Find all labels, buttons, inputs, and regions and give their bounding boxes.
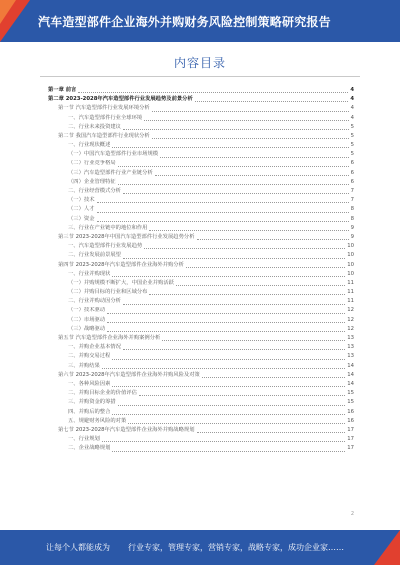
toc-entry[interactable]: [48, 398, 354, 407]
toc-entry[interactable]: [48, 408, 354, 417]
toc-entry[interactable]: [48, 380, 354, 389]
toc-entry-page: 6: [350, 169, 354, 176]
toc-entry-title: 二、企业战略规划: [68, 445, 111, 452]
footer-accent-shape: [374, 530, 400, 565]
toc-entry-title: 第五节 汽车造型部件企业海外并购案例分析: [58, 335, 161, 342]
toc-entry-page: 10: [347, 243, 354, 250]
header-accent-shape-light: [0, 0, 16, 24]
toc-leader-dots: [162, 339, 345, 341]
toc-entry-title: （一）并购规模不断扩大，中国企业并购活跃: [68, 279, 174, 286]
toc-entry-title: 一、汽车造型部件行业发展趋势: [68, 243, 143, 250]
toc-leader-dots: [102, 367, 345, 369]
toc-entry-title: 五、规避财务风险的对策: [68, 417, 127, 424]
toc-entry[interactable]: [48, 352, 354, 361]
toc-entry-title: 第一节 汽车造型部件行业发展环境分析: [58, 105, 150, 112]
toc-entry-page: 4: [350, 96, 354, 103]
toc-entry-page: 5: [350, 132, 354, 139]
toc-entry[interactable]: [48, 270, 354, 279]
toc-entry[interactable]: [48, 343, 354, 352]
toc-leader-dots: [112, 413, 345, 415]
toc-entry-title: （二）并购目标的行业和区域分布: [68, 289, 148, 296]
toc-entry-page: 12: [347, 316, 354, 323]
toc-entry-page: 10: [347, 252, 354, 259]
toc-leader-dots: [123, 303, 345, 305]
footer-tagline: 行业专家，管理专家，营销专家，战略专家，成功企业家……: [128, 543, 344, 552]
toc-entry[interactable]: [48, 242, 354, 251]
toc-entry-page: 11: [347, 298, 354, 305]
toc-leader-dots: [118, 404, 346, 406]
toc-entry-title: 三、并购资金的筹措: [68, 399, 116, 406]
toc-entry-page: 4: [350, 114, 354, 121]
toc-entry[interactable]: [48, 362, 354, 371]
toc-entry[interactable]: [48, 288, 354, 297]
toc-leader-dots: [149, 229, 348, 231]
toc-leader-dots: [149, 293, 345, 295]
toc-entry-page: 8: [350, 206, 354, 213]
toc-leader-dots: [107, 312, 345, 314]
toc-entry[interactable]: [48, 187, 354, 196]
toc-leader-dots: [144, 119, 348, 121]
toc-entry-page: 11: [347, 289, 354, 296]
toc-entry-title: 二、行业并购动因分析: [68, 298, 121, 305]
toc-entry-title: （一）技术: [68, 197, 95, 204]
toc-entry-page: 17: [347, 436, 354, 443]
toc-entry-page: 4: [350, 105, 354, 112]
toc-entry[interactable]: [48, 297, 354, 306]
toc-entry[interactable]: [48, 178, 354, 187]
toc-entry-title: （四）企业管理特征: [68, 178, 116, 185]
footer-banner: [0, 530, 400, 565]
toc-entry[interactable]: [48, 160, 354, 169]
toc-entry-page: 7: [350, 188, 354, 195]
toc-leader-dots: [197, 238, 349, 240]
toc-entry-page: 15: [347, 399, 354, 406]
toc-leader-dots: [112, 275, 345, 277]
toc-leader-dots: [197, 431, 346, 433]
toc-entry-title: （一）技术驱动: [68, 307, 106, 314]
toc-leader-dots: [202, 376, 345, 378]
toc-entry[interactable]: [48, 371, 354, 380]
toc-entry[interactable]: [48, 444, 354, 453]
toc-leader-dots: [160, 156, 349, 158]
toc-leader-dots: [112, 146, 348, 148]
toc-entry[interactable]: [48, 233, 354, 242]
toc-entry-page: 6: [350, 160, 354, 167]
toc-entry[interactable]: [48, 316, 354, 325]
toc-entry[interactable]: [48, 279, 354, 288]
toc-entry[interactable]: [48, 123, 354, 132]
toc-entry[interactable]: [48, 224, 354, 233]
report-title: 汽车造型部件企业海外并购财务风险控制策略研究报告: [38, 15, 331, 29]
toc-entry-page: 17: [347, 426, 354, 433]
toc-entry-title: （三）资金: [68, 215, 95, 222]
toc-leader-dots: [107, 330, 345, 332]
toc-entry[interactable]: [48, 95, 354, 104]
toc-entry-title: 一、各种风险因素: [68, 380, 111, 387]
toc-entry-title: （二）行业竞争格局: [68, 160, 116, 167]
toc-entry-page: 17: [347, 445, 354, 452]
toc-entry-title: 二、并购交易过程: [68, 353, 111, 360]
toc-entry-title: 一、并购企业基本情况: [68, 344, 121, 351]
toc-leader-dots: [118, 165, 349, 167]
toc-entry[interactable]: [48, 114, 354, 123]
toc-entry-title: 第一章 前言: [48, 86, 77, 93]
toc-entry[interactable]: [48, 141, 354, 150]
toc-entry-page: 14: [347, 380, 354, 387]
toc-leader-dots: [97, 220, 349, 222]
toc-leader-dots: [152, 137, 349, 139]
toc-entry-title: （三）汽车造型部件行业产业链分析: [68, 169, 153, 176]
toc-leader-dots: [123, 192, 349, 194]
toc-entry-title: （三）战略驱动: [68, 325, 106, 332]
toc-entry-title: 二、行业未来投资建议: [68, 123, 121, 130]
toc-entry-title: （一）中国汽车造型部件行业市场规模: [68, 151, 159, 158]
toc-divider: [40, 76, 360, 77]
toc-leader-dots: [123, 348, 345, 350]
toc-entry-page: 12: [347, 307, 354, 314]
toc-entry-page: 8: [350, 215, 354, 222]
page-number: 2: [350, 511, 354, 517]
toc-entry-title: 三、并购结果: [68, 362, 100, 369]
toc-leader-dots: [118, 183, 349, 185]
toc-entry-page: 14: [347, 362, 354, 369]
toc-entry-title: 二、并购目标企业的价值评估: [68, 390, 137, 397]
header-banner: [0, 0, 400, 42]
toc-leader-dots: [123, 128, 349, 130]
toc-entry[interactable]: [48, 251, 354, 260]
toc-entry-page: 14: [347, 371, 354, 378]
toc-entry-title: 第二章 2023-2028年汽车造型部件行业发展趋势及前景分析: [48, 96, 193, 103]
toc-entry-title: 四、并购后的整合: [68, 408, 111, 415]
toc-entry-page: 10: [347, 270, 354, 277]
toc-entry-title: 一、行业现状概述: [68, 142, 111, 149]
toc-leader-dots: [112, 358, 345, 360]
toc-entry-title: 二、行业经营模式分析: [68, 188, 121, 195]
toc-entry-page: 7: [350, 197, 354, 204]
toc-entry[interactable]: [48, 325, 354, 334]
toc-entry-title: （二）人才: [68, 206, 95, 213]
toc-entry-title: 第四节 2023-2028年汽车造型部件企业海外并购分析: [58, 261, 184, 268]
toc-leader-dots: [97, 201, 349, 203]
toc-entry[interactable]: [48, 86, 354, 95]
toc-leader-dots: [112, 450, 345, 452]
toc-entry-title: 三、行业在产业链中的地位和作用: [68, 224, 148, 231]
toc-leader-dots: [107, 321, 345, 323]
toc-leader-dots: [102, 440, 345, 442]
table-of-contents: [48, 86, 354, 454]
toc-entry-page: 11: [347, 279, 354, 286]
toc-leader-dots: [155, 174, 349, 176]
toc-entry-page: 5: [350, 151, 354, 158]
toc-leader-dots: [186, 266, 345, 268]
toc-entry-title: （二）市场驱动: [68, 316, 106, 323]
toc-entry[interactable]: [48, 307, 354, 316]
toc-leader-dots: [139, 394, 345, 396]
toc-leader-dots: [123, 257, 345, 259]
toc-entry[interactable]: [48, 334, 354, 343]
toc-entry-page: 16: [347, 417, 354, 424]
toc-leader-dots: [176, 284, 345, 286]
toc-entry-title: 一、行业并购现状: [68, 270, 111, 277]
toc-entry-title: 第三节 2023-2028年中国汽车造型部件行业发展趋势分析: [58, 233, 195, 240]
toc-entry-page: 4: [350, 86, 354, 93]
toc-heading: 内容目录: [173, 56, 226, 70]
toc-entry-title: 第六节 2023-2028年汽车造型部件企业海外并购风险及对策: [58, 371, 200, 378]
toc-entry[interactable]: [48, 104, 354, 113]
toc-leader-dots: [195, 100, 349, 102]
toc-entry-page: 15: [347, 390, 354, 397]
toc-entry-page: 10: [347, 261, 354, 268]
toc-entry[interactable]: [48, 205, 354, 214]
toc-entry[interactable]: [48, 426, 354, 435]
toc-entry-page: 12: [347, 325, 354, 332]
toc-entry[interactable]: [48, 132, 354, 141]
toc-leader-dots: [78, 91, 348, 93]
toc-entry[interactable]: [48, 169, 354, 178]
toc-entry-page: 9: [350, 224, 354, 231]
toc-entry[interactable]: [48, 215, 354, 224]
toc-entry[interactable]: [48, 150, 354, 159]
toc-entry-title: 二、行业发展前景展望: [68, 252, 121, 259]
toc-entry-title: 一、行业规划: [68, 436, 100, 443]
toc-entry-page: 16: [347, 408, 354, 415]
toc-entry-page: 13: [347, 335, 354, 342]
toc-entry-page: 13: [347, 344, 354, 351]
toc-entry-title: 第七节 2023-2028年汽车造型部件企业海外并购战略规划: [58, 426, 195, 433]
toc-entry-title: 一、汽车造型部件行业全球环境: [68, 114, 143, 121]
toc-leader-dots: [128, 422, 345, 424]
toc-entry-page: 6: [350, 178, 354, 185]
toc-entry-page: 9: [350, 233, 354, 240]
toc-leader-dots: [97, 211, 349, 213]
toc-entry[interactable]: [48, 435, 354, 444]
toc-entry-page: 13: [347, 353, 354, 360]
toc-entry-title: 第二节 我国汽车造型部件行业现状分析: [58, 132, 150, 139]
toc-entry[interactable]: [48, 417, 354, 426]
toc-leader-dots: [152, 110, 349, 112]
toc-entry-page: 5: [350, 123, 354, 130]
toc-entry-page: 5: [350, 142, 354, 149]
toc-entry[interactable]: [48, 196, 354, 205]
footer-slogan: 让每个人都能成为: [46, 543, 110, 552]
toc-leader-dots: [144, 247, 345, 249]
toc-leader-dots: [112, 385, 345, 387]
toc-entry[interactable]: [48, 261, 354, 270]
toc-entry[interactable]: [48, 389, 354, 398]
